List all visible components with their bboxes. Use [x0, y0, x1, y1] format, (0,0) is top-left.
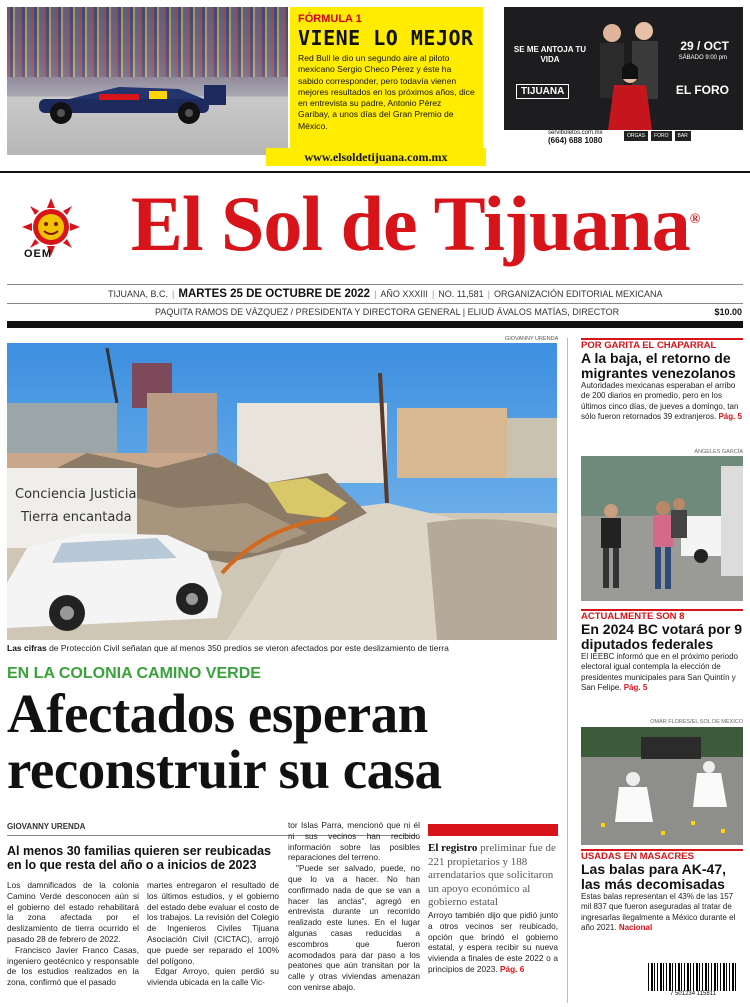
body-column-1 — [7, 880, 139, 1005]
f1-title[interactable]: VIENE LO MEJOR — [298, 26, 474, 50]
paragraph: Francisco Javier Franco Casas, ingeniero geotécnico y responsable de los estudios realizados en la zona, confirmó que el pasado — [7, 944, 139, 988]
pull-quote-lead: El registro — [428, 842, 478, 854]
photo-caption — [7, 643, 557, 653]
crime-scene-photo[interactable] — [581, 727, 743, 845]
registered-mark: ® — [689, 212, 700, 227]
sidebar-story-migrants[interactable] — [581, 340, 743, 422]
ad-contact-strip — [504, 130, 743, 147]
forensics-image — [581, 727, 743, 845]
dateline-org: ORGANIZACIÓN EDITORIAL MEXICANA — [494, 289, 663, 299]
f1-teaser[interactable] — [290, 7, 483, 148]
body-column-4 — [428, 910, 558, 1005]
ad-phone: (664) 688 1080 — [548, 136, 603, 145]
top-teasers — [0, 0, 750, 172]
grandstand-crowd — [7, 7, 288, 77]
byline: GIOVANNY URENDA — [7, 822, 86, 831]
border-crossing-image — [581, 456, 743, 601]
paragraph: martes entregaron el resultado de los últimos estudios, y el gobierno del estado debe evaluar el costo de los trabajos. La revisión del Colegio de Ingenieros Civiles Tijuana Asociación Civil (CICTAC), arrojó que puede ser reparado el 100% del polígono. — [147, 880, 279, 966]
sidebar-summary — [581, 652, 743, 693]
sidebar-text: El IEEBC informó que en el próximo periodo electoral igual contempla la elección de presidentes municipales para San Quintín y San Felipe. — [581, 652, 738, 692]
masthead-bar — [7, 321, 743, 328]
sponsor-logo: ORGAS — [624, 131, 648, 141]
page-reference-link[interactable]: Pág. 5 — [718, 411, 743, 421]
landslide-scene-image — [7, 343, 557, 640]
masthead-rule — [7, 284, 743, 285]
paragraph: Edgar Arroyo, quien perdió su vivienda ubicada en la calle Vic- — [147, 966, 279, 988]
paragraph: Arroyo también dijo que pidió junto a otros vecinos ser reubicado, opción que brindó el gobierno estatal, y espera recibir su nueva vivienda a finales de este 2022 o a principios de 2023. — [428, 910, 558, 974]
paragraph: Los damnificados de la colonia Camino Verde desconocen aún si el gobierno del estado rehabilitará la zona afectada por el deslizamiento de tierra ocurrido el pasado 28 de febrero de 2022. — [7, 880, 139, 944]
sidebar-summary — [581, 381, 743, 422]
newspaper-nameplate[interactable] — [100, 172, 730, 268]
graffiti-text-1: Conciencia Justicia — [15, 487, 137, 502]
ad-website[interactable]: serviboletos.com.mx — [548, 130, 603, 136]
show-date: 29 / OCT — [680, 39, 729, 53]
photo-credit: ÁNGELES GARCÍA — [694, 449, 743, 455]
graffiti-text-2: Tierra encantada — [21, 510, 132, 525]
nameplate-text: El Sol de Tijuana — [130, 180, 690, 267]
sidebar-title[interactable]: A la baja, el retorno de migrantes venezolanos — [581, 350, 736, 381]
body-column-3 — [288, 820, 420, 1005]
website-url[interactable]: www.elsoldetijuana.com.mx — [266, 148, 486, 166]
f1-race-photo[interactable] — [7, 7, 288, 155]
sidebar-title[interactable]: Las balas para AK-47, las más decomisadas — [581, 861, 726, 892]
sponsor-logos — [624, 131, 691, 141]
pull-quote-bar — [428, 824, 558, 836]
dateline-city: TIJUANA, B.C. — [108, 289, 169, 299]
masthead-rule — [7, 303, 743, 304]
page-reference-link[interactable]: Pág. 5 — [623, 682, 648, 692]
migrants-photo[interactable] — [581, 456, 743, 601]
dateline-number: NO. 11,581 — [438, 289, 484, 299]
pull-quote-text: preliminar fue de 221 propietarios y 188 arrendatarios que solicitaron un apoyo económico al gobierno estatal — [428, 842, 556, 908]
pull-quote — [428, 842, 556, 910]
f1-summary: Red Bull le dio un segundo aire al piloto mexicano Sergio Checo Pérez y éste ha sabido corresponder, pero todavía vienen mejores resultados en los próximos años, dice en entrevista su padre, Antonio Pérez Garibay, a unos días del Gran Premio de México. — [298, 53, 475, 131]
oem-brand: OEM — [24, 248, 53, 260]
body-column-2 — [147, 880, 279, 1005]
f1-kicker: FÓRMULA 1 — [298, 13, 362, 25]
sidebar-title[interactable]: En 2024 BC votará por 9 diputados federales — [581, 621, 743, 652]
sidebar-kicker: ACTUALMENTE SON 8 — [581, 611, 685, 622]
sidebar-story-ammunition[interactable] — [581, 851, 743, 933]
sponsor-logo: FORO — [651, 131, 671, 141]
main-subhead: Al menos 30 familias quieren ser reubicadas en lo que resta del año o a inicios de 2023 — [7, 844, 272, 872]
performers-image — [592, 13, 670, 130]
show-venue: EL FORO — [675, 83, 729, 97]
page-reference-link[interactable]: Nacional — [618, 922, 653, 932]
sidebar-divider — [567, 338, 568, 1003]
caption-lead: Las cifras — [7, 643, 47, 653]
price: $10.00 — [714, 307, 742, 317]
dateline: TIJUANA, B.C. | MARTES 25 DE OCTUBRE DE 2022 | AÑO XXXIII | NO. 11,581 | ORGANIZACIÓN EDITORIAL MEXICANA — [108, 288, 663, 300]
barcode-number: 7 501234 115811 — [648, 991, 738, 1003]
main-headline[interactable]: Afectados esperan reconstruir su casa — [7, 683, 442, 800]
paragraph: "Puede ser salvado, puede, no que lo va a hacer. No han confirmado nada de que se van a hacer las anclas", agregó en entrevista durante un recorrido realizado este lunes. En el lugar algunas casas reducidas a escombros que fueron acomodados para dar paso a los peatones que aún transitan por la calle y otras viviendas amenazan con venirse abajo. — [288, 863, 420, 992]
photo-credit: OMAR FLORES/EL SOL DE MÉXICO — [650, 719, 743, 725]
photo-credit: GIOVANNY URENDA — [505, 336, 559, 342]
caption-text: de Protección Civil señalan que al menos 350 predios se vieron afectados por este deslizamiento de tierra — [46, 643, 449, 653]
main-kicker: EN LA COLONIA CAMINO VERDE — [7, 665, 261, 682]
show-time: SÁBADO 9:00 pm — [678, 55, 727, 61]
sidebar-summary — [581, 892, 743, 933]
page-reference-link[interactable]: Pág. 6 — [499, 963, 525, 974]
sponsor-logo: BAR — [675, 131, 691, 141]
red-bull-car-image — [29, 77, 239, 125]
show-title: SE ME ANTOJA TU VIDA — [513, 45, 587, 64]
sidebar-text: Estas balas representan el 43% de las 157 mil 837 que fueron aseguradas al tratar de ingresarlas ilegalmente a México durante el año 2021. — [581, 892, 736, 932]
paragraph: tor Islas Parra, mencionó que ni él ni sus vecinos han recibido información sobre las posibles reparaciones del terreno. — [288, 820, 420, 863]
landslide-photo[interactable] — [7, 343, 557, 640]
sidebar-story-elections[interactable] — [581, 611, 743, 693]
editors-line: PAQUITA RAMOS DE VÁZQUEZ / PRESIDENTA Y DIRECTORA GENERAL | ELIUD ÁVALOS MATÍAS, DIRECTOR — [155, 307, 620, 317]
sidebar-text: Autoridades mexicanas esperaban el arribo de 200 diarios en promedio, pero en los últimos cinco días, de jueves a domingo, tan sólo fueron retornados 39 extranjeros. — [581, 381, 739, 421]
dateline-year: AÑO XXXIII — [380, 289, 428, 299]
dateline-date: MARTES 25 DE OCTUBRE DE 2022 — [178, 288, 371, 300]
sidebar-kicker: USADAS EN MASACRES — [581, 851, 694, 862]
show-ad[interactable] — [504, 7, 743, 130]
sidebar-kicker: POR GARITA EL CHAPARRAL — [581, 340, 717, 351]
show-city: TIJUANA — [516, 84, 569, 99]
